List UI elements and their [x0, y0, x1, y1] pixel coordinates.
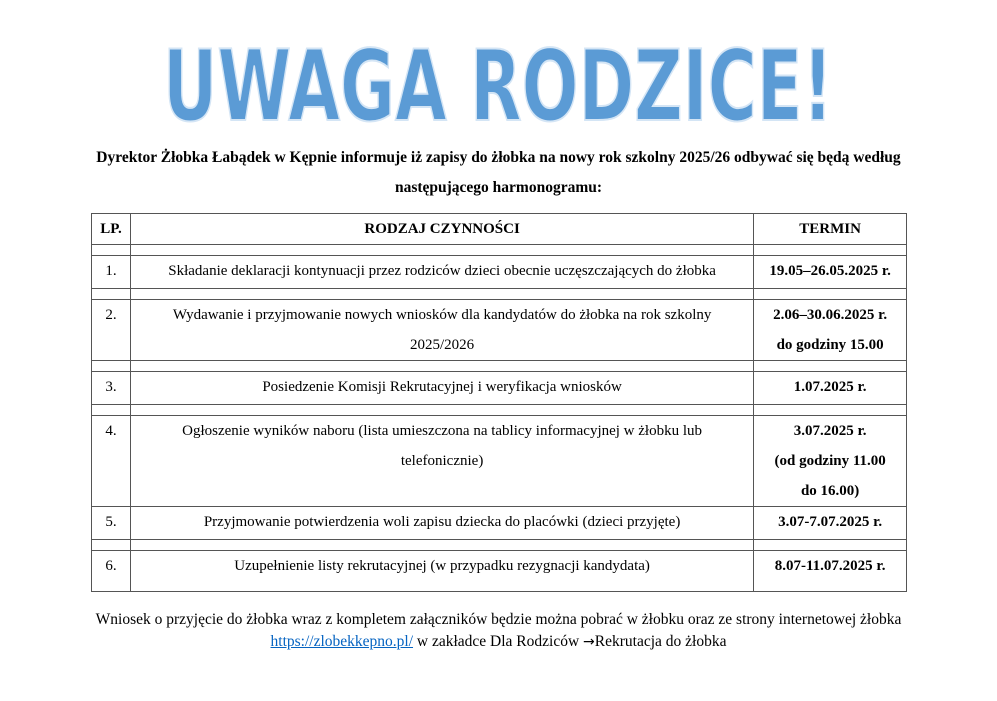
table-row: [92, 416, 907, 507]
arrow-right-icon: →: [583, 634, 595, 650]
table-row: [92, 372, 907, 405]
row-activity: Ogłoszenie wyników naboru (lista umieszczona na tablicy informacyjnej w żłobku lub telefonicznie): [130, 416, 753, 507]
footer-line-2: [20, 631, 977, 653]
table-spacer-row: [92, 361, 907, 372]
intro-line-2: następującego harmonogramu:: [394, 179, 603, 196]
table-spacer-row: [92, 289, 907, 300]
header-lp: LP.: [92, 214, 131, 245]
table-spacer-row: [92, 540, 907, 551]
banner-title: [0, 28, 997, 138]
footer-note: [20, 609, 977, 653]
row-term: 2.06–30.06.2025 r. do godziny 15.00: [754, 300, 907, 361]
footer-line-1: Wniosek o przyjęcie do żłobka wraz z kompletem załączników będzie można pobrać w żłobku oraz ze strony internetowej żłobka: [95, 611, 902, 628]
website-link[interactable]: https://zlobekkepno.pl/: [270, 633, 414, 650]
table-spacer-row: [92, 405, 907, 416]
row-activity: Przyjmowanie potwierdzenia woli zapisu dziecka do placówki (dzieci przyjęte): [130, 507, 753, 540]
table-header-row: [92, 214, 907, 245]
intro-paragraph: [40, 143, 957, 203]
row-activity: Wydawanie i przyjmowanie nowych wniosków dla kandydatów do żłobka na rok szkolny 2025/2026: [130, 300, 753, 361]
row-activity: Uzupełnienie listy rekrutacyjnej (w przypadku rezygnacji kandydata): [130, 551, 753, 592]
row-activity: Posiedzenie Komisji Rekrutacyjnej i weryfikacja wniosków: [130, 372, 753, 405]
footer-tail: Rekrutacja do żłobka: [594, 633, 727, 650]
table-row: [92, 300, 907, 361]
row-term: 3.07-7.07.2025 r.: [754, 507, 907, 540]
row-lp: 1.: [92, 256, 131, 289]
intro-line-1: Dyrektor Żłobka Łabądek w Kępnie informuje iż zapisy do żłobka na nowy rok szkolny 2025/26 odbywać się będą według: [96, 149, 901, 166]
row-lp: 4.: [92, 416, 131, 507]
table-row: [92, 256, 907, 289]
schedule-table: [91, 213, 907, 592]
row-term: 8.07-11.07.2025 r.: [754, 551, 907, 592]
row-lp: 5.: [92, 507, 131, 540]
table-row: [92, 507, 907, 540]
row-term: 1.07.2025 r.: [754, 372, 907, 405]
row-lp: 6.: [92, 551, 131, 592]
table-spacer-row: [92, 245, 907, 256]
banner-title-text: UWAGA RODZICE!: [163, 30, 833, 138]
row-term: 19.05–26.05.2025 r.: [754, 256, 907, 289]
footer-after-link: w zakładce Dla Rodziców: [413, 633, 584, 650]
row-lp: 3.: [92, 372, 131, 405]
row-term: 3.07.2025 r. (od godziny 11.00 do 16.00): [754, 416, 907, 507]
row-lp: 2.: [92, 300, 131, 361]
header-activity: RODZAJ CZYNNOŚCI: [130, 214, 753, 245]
table-row: [92, 551, 907, 592]
banner-title-art: [0, 28, 997, 138]
header-term: TERMIN: [754, 214, 907, 245]
row-activity: Składanie deklaracji kontynuacji przez rodziców dzieci obecnie uczęszczających do żłobka: [130, 256, 753, 289]
